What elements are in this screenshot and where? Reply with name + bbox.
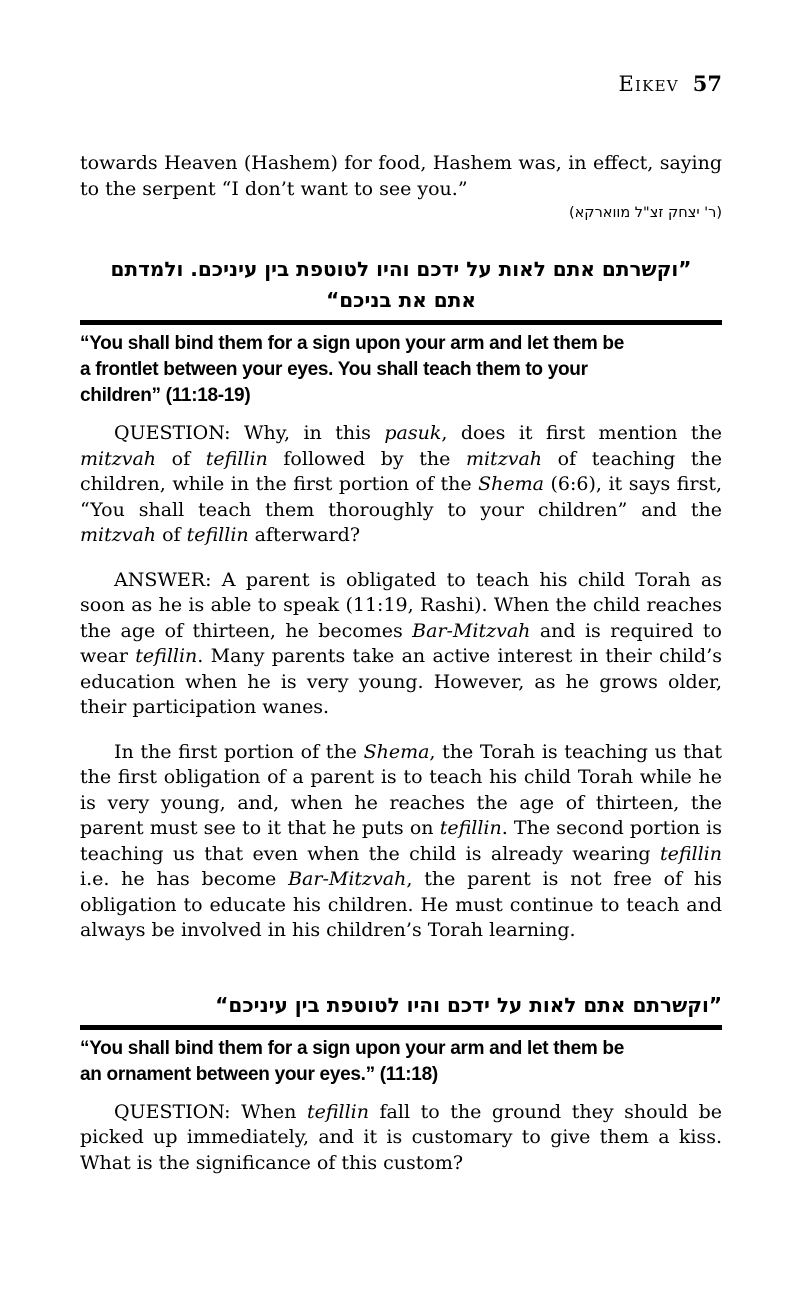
hebrew-heading-2: ”וקשרתם אתם לאות על ידכם והיו לטוטפת בין עיניכם“ [215, 992, 722, 1017]
page-number: 57 [692, 71, 722, 96]
question-paragraph-2: QUESTION: When tefillin fall to the ground they should be picked up immediately, and it is customary to give them a kiss. What is the significance of this custom? [80, 1100, 723, 1174]
page-header [80, 73, 722, 95]
verse-caption-2: “You shall bind them for a sign upon your arm and let them be an ornament between your eyes.” (11:18) [80, 1037, 625, 1085]
question-paragraph-1: QUESTION: Why, in this pasuk, does it first mention the mitzvah of tefillin followed by the mitzvah of teaching the children, while in the first portion of the Shema (6:6), it says first, “You shall teach them thoroughly to your children” and the mitzvah of tefillin afterward? [80, 422, 722, 546]
discussion-paragraph: In the first portion of the Shema, the Torah is teaching us that the first obligation of a parent is to teach his child Torah while he is very young, and, when he reaches the age of thirteen, the parent must see to it that he puts on tefillin. The second portion is teaching us that even when the child is already wearing tefillin i.e. he has become Bar-Mitzvah, the parent is not free of his obligation to educate his children. He must continue to teach and always be involved in his children’s Torah learning. [80, 740, 722, 941]
attribution: (ר' יצחק זצ"ל מווארקא) [568, 205, 722, 221]
section-title: Eikev [618, 72, 679, 96]
verse-caption-1: “You shall bind them for a sign upon your arm and let them be a frontlet between your eyes. You shall teach them to your children” (11:18-19) [80, 333, 625, 406]
divider-rule-1 [80, 320, 722, 325]
hebrew-heading-1: ”וקשרתם אתם לאות על ידכם והיו לטוטפת בין עיניכם. ולמדתם אתם את בניכם“ [110, 257, 692, 312]
intro-paragraph: towards Heaven (Hashem) for food, Hashem was, in effect, saying to the serpent “I don’t want to see you.” [80, 152, 722, 200]
answer-paragraph: ANSWER: A parent is obligated to teach his child Torah as soon as he is able to speak (11:19, Rashi). When the child reaches the age of thirteen, he becomes Bar-Mitzvah and is required to wear tefillin. Many parents take an active interest in their child’s education when he is very young. However, as he grows older, their participation wanes. [80, 568, 722, 718]
divider-rule-2 [80, 1025, 722, 1030]
